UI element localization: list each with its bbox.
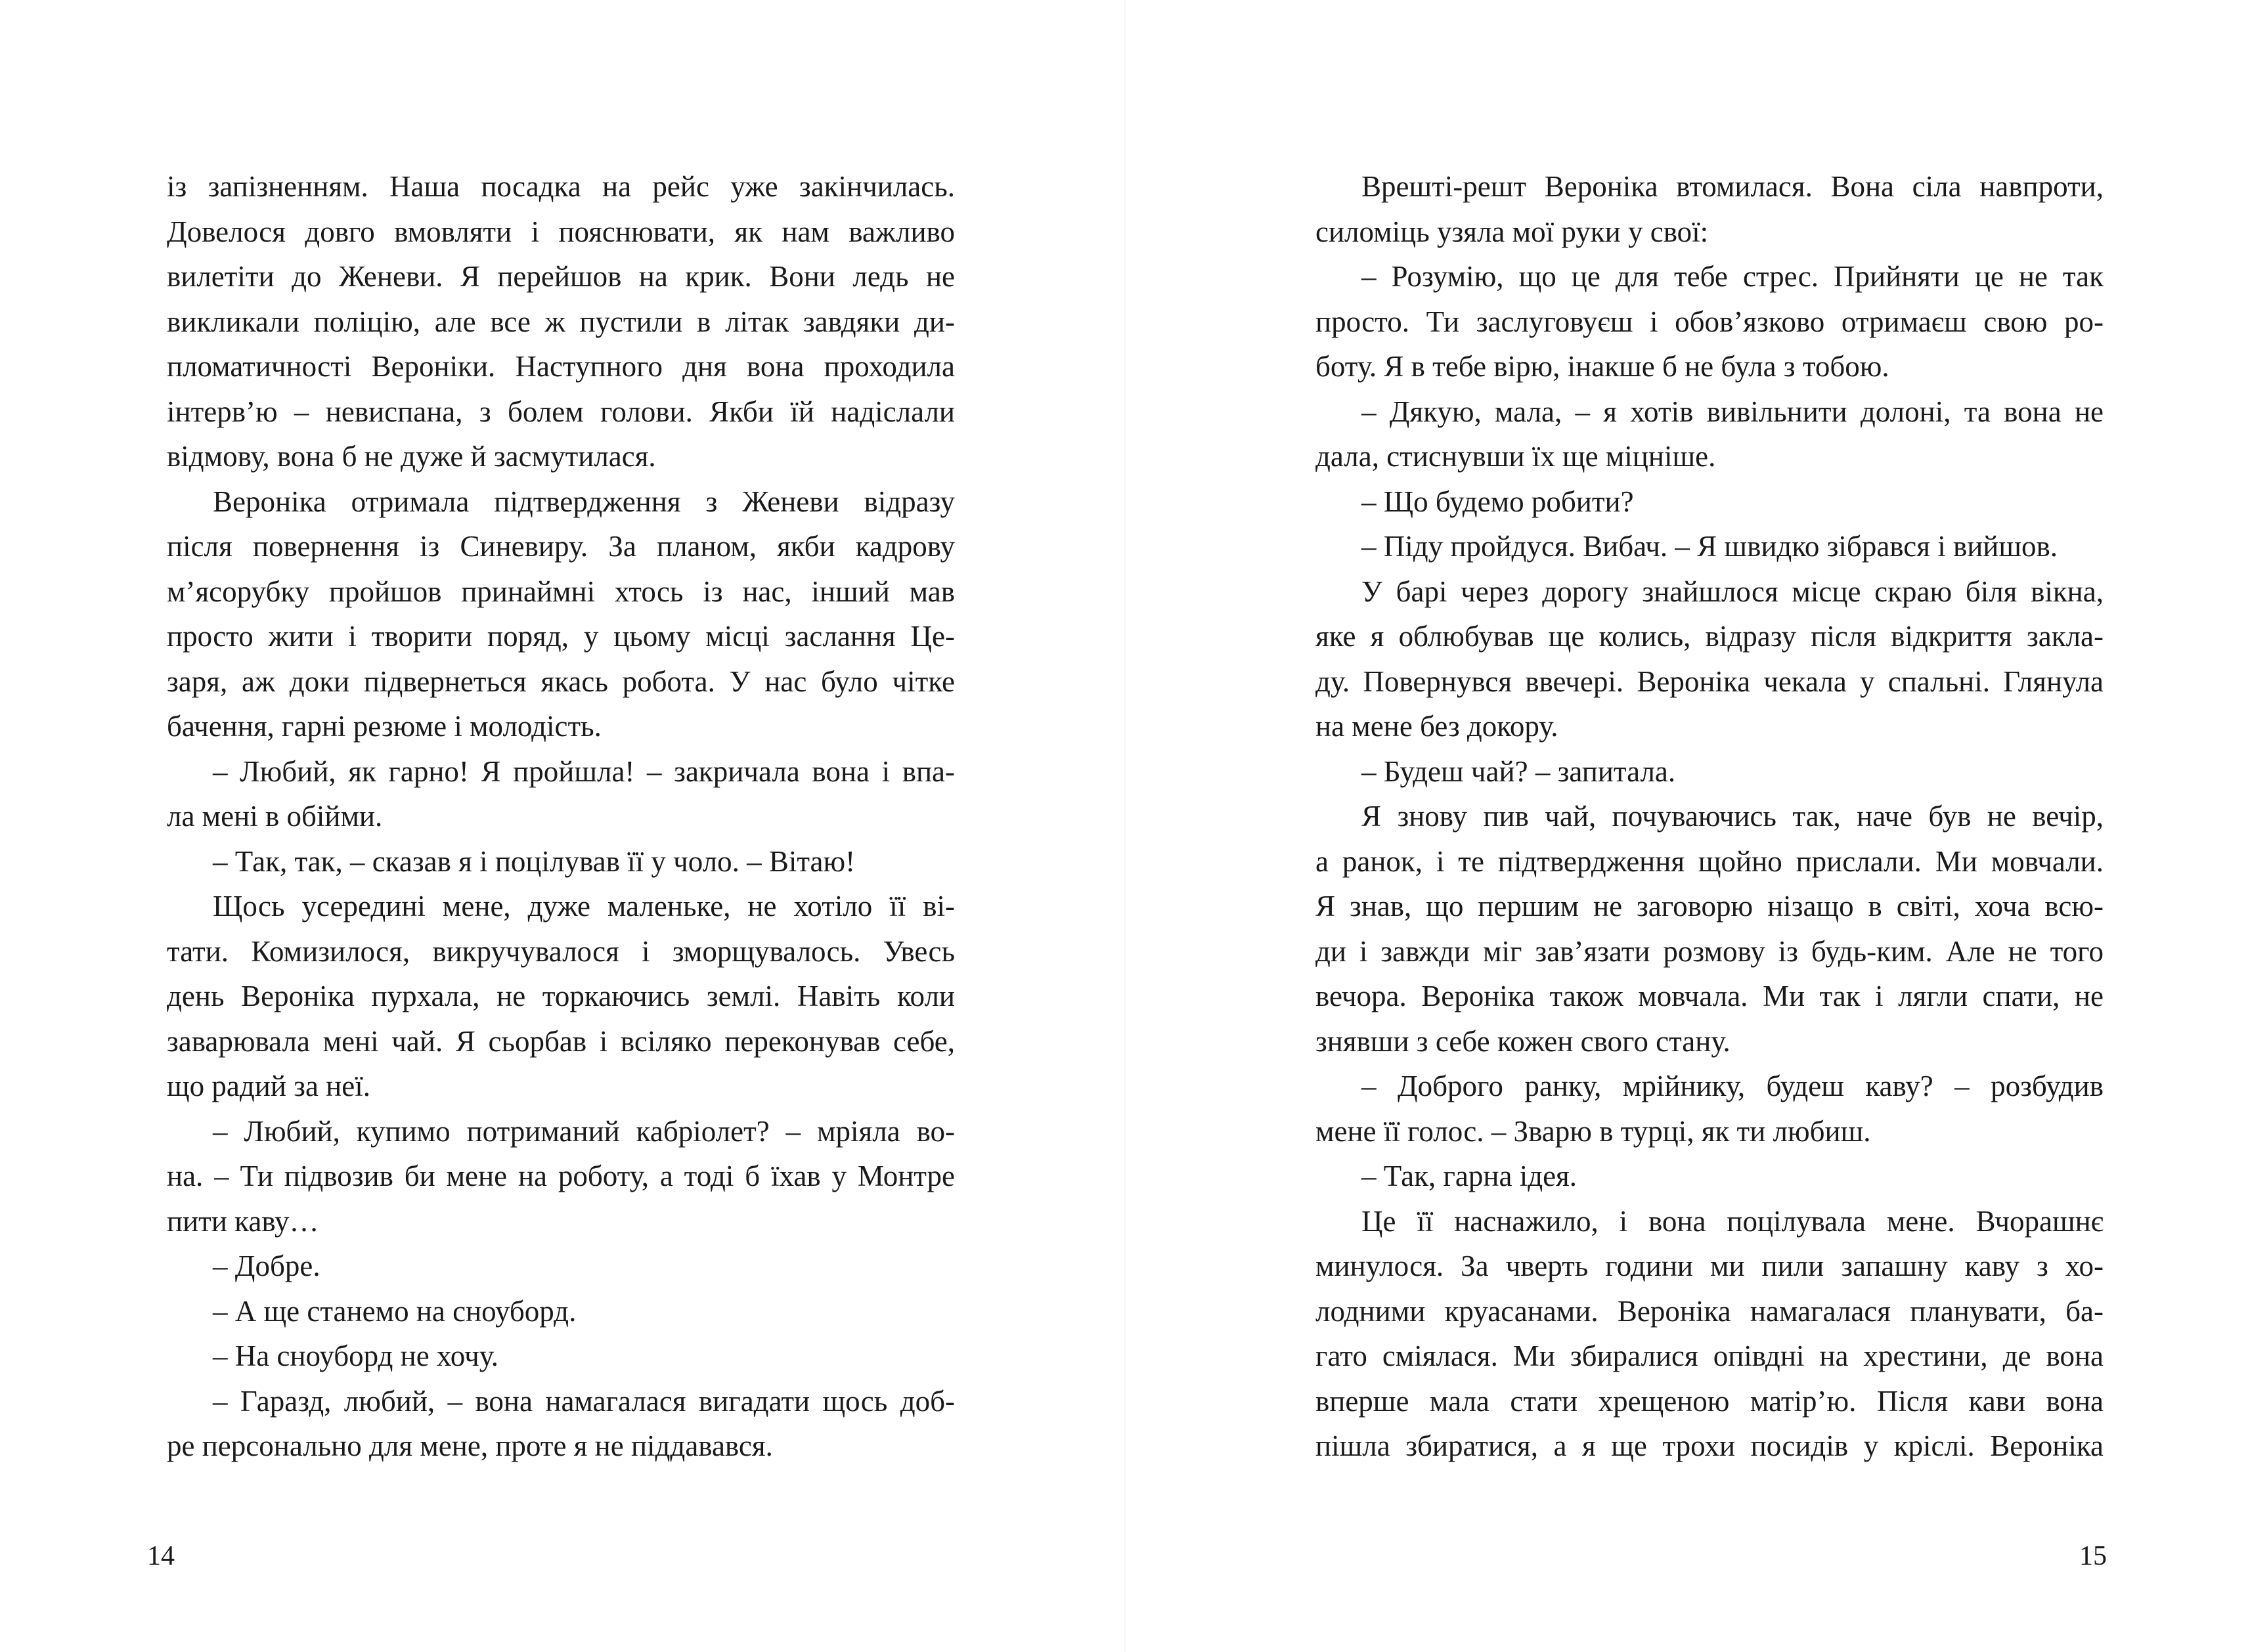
left-page-text [167,164,955,1469]
text-line: ду. Повернувся ввечері. Вероніка чекала у спальні. Глянула [1315,664,2104,698]
text-line: ла мені в обійми. [167,800,383,833]
text-line: Я знову пив чай, почуваючись так, наче був не вечір, [1361,800,2104,833]
text-line: Це її наснажило, і вона поцілувала мене. Вчорашнє [1361,1204,2104,1238]
page-number: 14 [147,1541,175,1571]
text-line: заря, аж доки підвернеться якась робота. У нас було чітке [167,664,955,698]
text-line: – На сноуборд не хочу. [213,1339,498,1372]
text-line: – Розумію, що це для тебе стрес. Прийняти це не так [1361,260,2104,293]
text-line: викликали поліцію, але все ж пустили в літак завдяки ди- [167,305,955,338]
page-number: 15 [2079,1541,2107,1571]
text-line: – А ще станемо на сноуборд. [213,1294,577,1328]
text-line: гато сміялася. Ми збиралися опівдні на хрестини, де вона [1315,1339,2104,1372]
text-line: заварювала мені чай. Я сьорбав і всіляко переконував себе, [167,1024,955,1058]
text-line: інтерв’ю – невиспана, з болем голови. Якби їй надіслали [167,395,955,428]
text-line: – Так, гарна ідея. [1361,1160,1577,1192]
text-line: ре персонально для мене, проте я не піддавався. [167,1429,773,1462]
text-line: – Гаразд, любий, – вона намагалася вигадати щось доб- [213,1384,955,1418]
text-line: на. – Ти підвозив би мене на роботу, а тоді б їхав у Монтре [167,1160,955,1192]
text-line: день Вероніка пурхала, не торкаючись землі. Навіть коли [167,980,955,1012]
text-line: пішла збиратися, а я ще трохи посидів у кріслі. Вероніка [1315,1429,2104,1462]
text-line: дала, стиснувши їх ще міцніше. [1315,440,1716,473]
text-line: після повернення із Синевиру. За планом, якби кадрову [167,530,955,563]
text-line: пломатичності Вероніки. Наступного дня вона проходила [167,350,955,383]
text-line: просто жити і творити поряд, у цьому місці заслання Це- [167,620,955,653]
text-line: що радий за неї. [167,1070,370,1102]
text-line: лодними круасанами. Вероніка намагалася планувати, ба- [1315,1294,2104,1328]
text-line: боту. Я в тебе вірю, інакше б не була з тобою. [1315,350,1889,383]
text-line: м’ясорубку пройшов принаймні хтось із нас, інший мав [167,575,955,608]
text-line: – Любий, як гарно! Я пройшла! – закричала вона і впа- [213,754,955,788]
text-line: – Добре. [213,1250,320,1282]
text-line: – Що будемо робити? [1361,485,1634,518]
right-page-text [1315,164,2104,1469]
text-line: – Любий, купимо потриманий кабріолет? – мріяла во- [213,1114,955,1148]
text-line: Я знав, що першим не заговорю нізащо в світі, хоча всю- [1315,890,2104,923]
text-line: Вероніка отримала підтвердження з Женеви відразу [213,485,955,518]
text-line: пити каву… [167,1204,319,1238]
text-line: а ранок, і те підтвердження щойно прислали. Ми мовчали. [1315,844,2104,878]
text-line: вечора. Вероніка також мовчала. Ми так і лягли спати, не [1315,980,2104,1012]
text-line: Щось усередині мене, дуже маленьке, не хотіло її ві- [213,890,955,923]
text-line: Довелося довго вмовляти і пояснювати, як нам важливо [167,215,955,248]
text-line: минулося. За чверть години ми пили запашну каву з хо- [1315,1250,2104,1282]
text-line: Врешті-решт Вероніка втомилася. Вона сіла навпроти, [1361,170,2104,203]
text-line: ди і завжди міг зав’язати розмову із будь-ким. Але не того [1315,934,2104,968]
text-line: вперше мала стати хрещеною матір’ю. Після кави вона [1315,1384,2104,1418]
text-line: просто. Ти заслуговуєш і обов’язково отримаєш свою ро- [1315,305,2104,338]
text-line: на мене без докору. [1315,710,1558,743]
text-line: – Піду пройдуся. Вибач. – Я швидко зібрався і вийшов. [1361,530,2058,563]
text-line: із запізненням. Наша посадка на рейс уже закінчилась. [167,170,955,203]
text-line: бачення, гарні резюме і молодість. [167,710,602,743]
text-line: тати. Комизилося, викручувалося і зморщувалось. Увесь [167,934,955,968]
text-line: відмову, вона б не дуже й засмутилася. [167,440,656,473]
right-page [1125,0,2250,1652]
text-line: силоміць узяла мої руки у свої: [1315,215,1709,248]
text-line: вилетіти до Женеви. Я перейшов на крик. Вони ледь не [167,260,955,293]
text-line: – Будеш чай? – запитала. [1361,754,1676,788]
text-line: яке я облюбував ще колись, відразу після відкриття закла- [1315,620,2104,653]
text-line: мене її голос. – Зварю в турці, як ти любиш. [1315,1114,1871,1148]
text-line: знявши з себе кожен свого стану. [1315,1024,1731,1058]
text-line: – Доброго ранку, мрійнику, будеш каву? – розбудив [1361,1070,2104,1102]
text-line: – Так, так, – сказав я і поцілував її у чоло. – Вітаю! [213,844,856,878]
text-line: У барі через дорогу знайшлося місце скраю біля вікна, [1361,575,2104,608]
text-line: – Дякую, мала, – я хотів вивільнити долоні, та вона не [1361,395,2104,428]
